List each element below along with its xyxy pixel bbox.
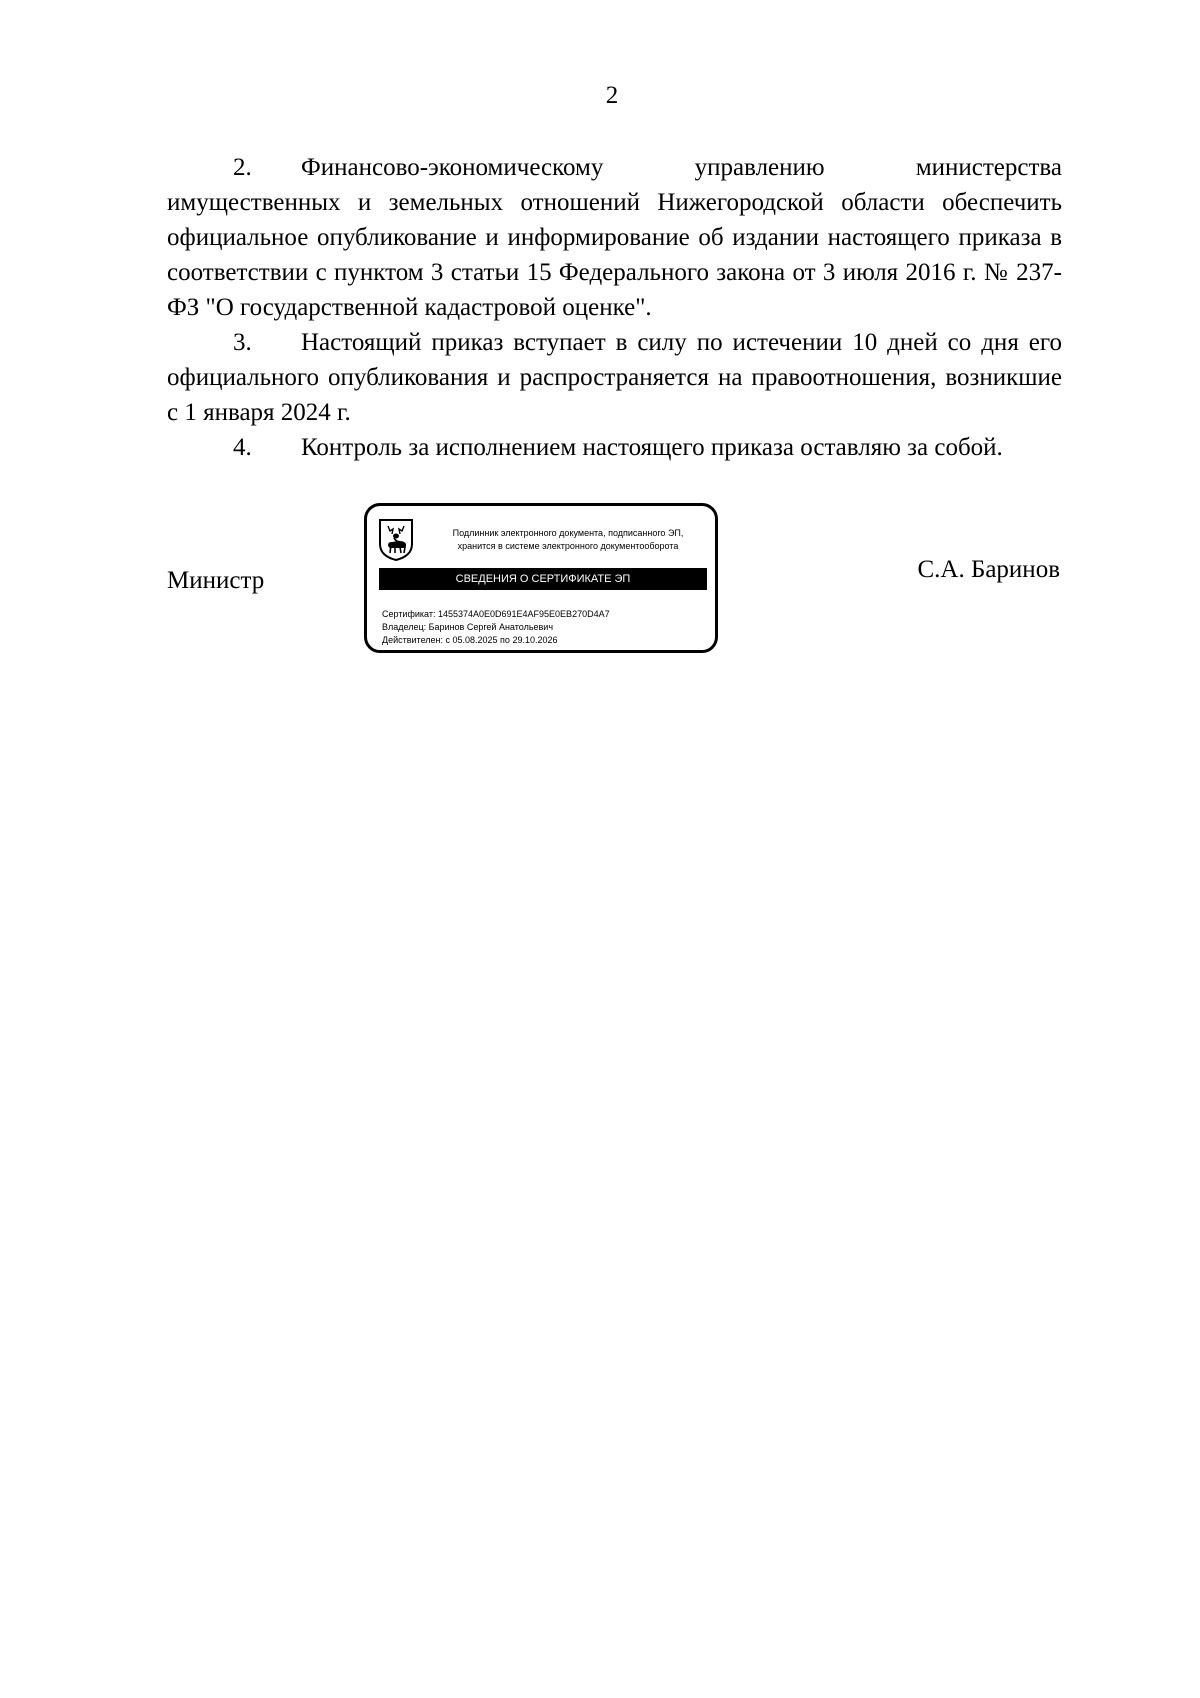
certificate-info (382, 608, 610, 647)
paragraph-text: Настоящий приказ вступает в силу по истечении 10 дней со дня его официального опубликования и распространяется на правоотношения, возникшие с 1 января 2024 г. (167, 329, 1062, 426)
certificate-validity: Действителен: с 05.08.2025 по 29.10.2026 (382, 635, 558, 645)
electronic-signature-stamp (364, 503, 718, 653)
signatory-name: С.А. Баринов (917, 556, 1060, 583)
stamp-note-line: хранится в системе электронного документооборота (457, 541, 679, 551)
page-number: 2 (605, 82, 619, 109)
paragraph-text: Финансово-экономическому управлению министерства имущественных и земельных отношений Нижегородской области обеспечить официальное опубликование и информирование об издании настоящего приказа в соответствии с пунктом 3 статьи 15 Федерального закона от 3 июля 2016 г. № 237-ФЗ "О государственной кадастровой оценке". (167, 154, 1062, 321)
stamp-note-line: Подлинник электронного документа, подписанного ЭП, (452, 528, 684, 538)
coat-of-arms-icon (378, 518, 414, 562)
paragraph-number: 3. (233, 329, 252, 356)
certificate-owner: Владелец: Баринов Сергей Анатольевич (382, 622, 554, 632)
paragraph-number: 2. (233, 154, 252, 181)
paragraph-number: 4. (233, 434, 252, 461)
paragraph-text: Контроль за исполнением настоящего приказа оставляю за собой. (301, 434, 1003, 461)
stamp-header: СВЕДЕНИЯ О СЕРТИФИКАТЕ ЭП (379, 568, 707, 590)
document-body (167, 150, 1062, 465)
paragraph-2 (167, 150, 1062, 325)
paragraph-4 (167, 430, 1062, 465)
paragraph-3 (167, 325, 1062, 430)
signatory-title: Министр (167, 567, 265, 594)
certificate-number: Сертификат: 1455374A0E0D691E4AF95E0EB270D4A7 (382, 609, 610, 619)
stamp-note (427, 527, 709, 553)
